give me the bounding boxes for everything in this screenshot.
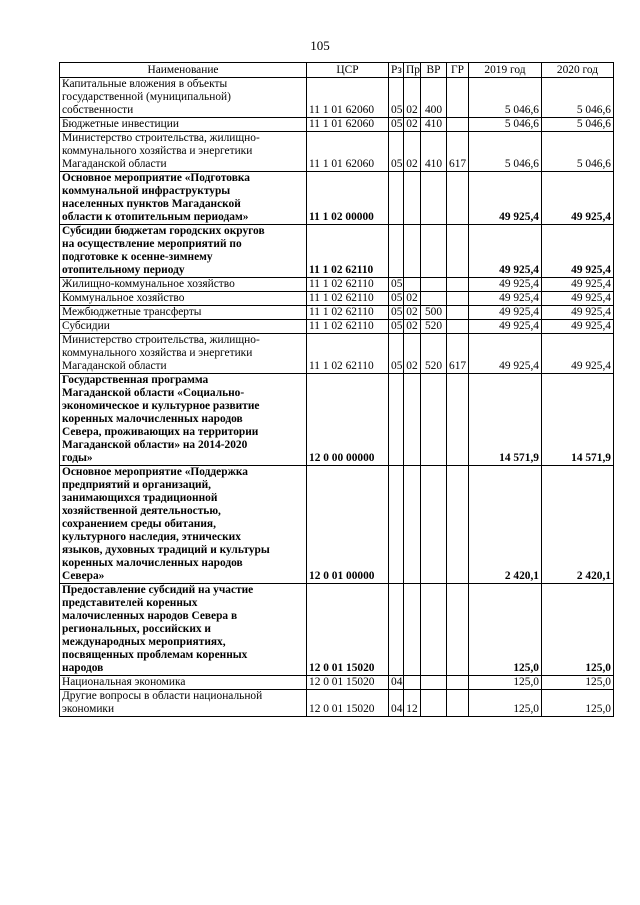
row-2019: 5 046,6 [469,132,542,172]
row-csr: 11 1 01 62060 [307,118,389,132]
row-pr: 02 [404,292,421,306]
row-pr: 02 [404,118,421,132]
row-rz: 05 [389,118,404,132]
row-pr: 12 [404,690,421,717]
row-2020: 14 571,9 [542,374,614,466]
table-row [60,306,614,320]
row-csr: 11 1 01 62060 [307,132,389,172]
row-csr: 11 1 01 62060 [307,78,389,118]
row-2019: 125,0 [469,676,542,690]
row-pr [404,374,421,466]
row-csr: 12 0 01 15020 [307,584,389,676]
row-csr: 11 1 02 62110 [307,292,389,306]
row-pr: 02 [404,320,421,334]
header-2020: 2020 год [542,63,614,78]
row-2020: 5 046,6 [542,118,614,132]
row-vr [421,278,447,292]
page-number: 105 [310,38,330,53]
row-name: Коммунальное хозяйство [60,292,307,306]
row-vr [421,374,447,466]
row-gr: 617 [447,334,469,374]
row-pr [404,225,421,278]
row-name: Основное мероприятие «Поддержка предприятий и организаций, занимающихся традиционной хозяйственной деятельностью, сохранением среды обитания, культурного наследия, этнических языков, духовных традиций и культуры коренных малочисленных народов Севера» [60,466,307,584]
row-pr: 02 [404,334,421,374]
table-row [60,466,614,584]
header-name: Наименование [60,63,307,78]
row-rz: 05 [389,132,404,172]
row-csr: 12 0 01 15020 [307,690,389,717]
row-2019: 2 420,1 [469,466,542,584]
row-2019: 125,0 [469,584,542,676]
row-gr [447,690,469,717]
row-csr: 11 1 02 62110 [307,225,389,278]
row-vr [421,676,447,690]
table-row [60,676,614,690]
row-csr: 12 0 01 15020 [307,676,389,690]
row-2020: 49 925,4 [542,306,614,320]
row-rz [389,374,404,466]
row-name: Предоставление субсидий на участие представителей коренных малочисленных народов Севера в региональных, российских и международных мероприятиях, посвященных проблемам коренных народов [60,584,307,676]
row-rz: 05 [389,78,404,118]
row-name: Национальная экономика [60,676,307,690]
table-row [60,78,614,118]
table-row [60,132,614,172]
table-row [60,225,614,278]
row-rz: 05 [389,278,404,292]
row-2019: 14 571,9 [469,374,542,466]
header-csr: ЦСР [307,63,389,78]
row-name: Жилищно-коммунальное хозяйство [60,278,307,292]
table-row [60,118,614,132]
row-name: Межбюджетные трансферты [60,306,307,320]
row-rz [389,584,404,676]
row-name: Другие вопросы в области национальной экономики [60,690,307,717]
row-gr [447,374,469,466]
row-gr [447,584,469,676]
row-gr [447,78,469,118]
row-pr: 02 [404,78,421,118]
row-name: Министерство строительства, жилищно- коммунального хозяйства и энергетики Магаданской области [60,334,307,374]
row-pr [404,466,421,584]
table-row [60,172,614,225]
row-2020: 5 046,6 [542,132,614,172]
budget-table [59,62,614,717]
row-vr [421,292,447,306]
row-rz: 05 [389,292,404,306]
row-2020: 49 925,4 [542,334,614,374]
row-2019: 49 925,4 [469,320,542,334]
row-rz: 04 [389,676,404,690]
row-gr [447,466,469,584]
row-2020: 2 420,1 [542,466,614,584]
table-row [60,334,614,374]
row-2020: 49 925,4 [542,172,614,225]
row-pr [404,676,421,690]
table-row [60,690,614,717]
row-vr: 520 [421,320,447,334]
row-2019: 49 925,4 [469,334,542,374]
row-2019: 49 925,4 [469,292,542,306]
row-csr: 11 1 02 62110 [307,306,389,320]
row-rz [389,466,404,584]
table-header-row [60,63,614,78]
row-gr [447,320,469,334]
row-csr: 11 1 02 62110 [307,334,389,374]
row-vr [421,584,447,676]
row-2019: 49 925,4 [469,225,542,278]
header-gr: ГР [447,63,469,78]
row-name: Государственная программа Магаданской области «Социально- экономическое и культурное развитие коренных малочисленных народов Севера, проживающих на территории Магаданской области» на 2014-2020 годы» [60,374,307,466]
row-2019: 49 925,4 [469,306,542,320]
header-pr: Пр [404,63,421,78]
row-rz [389,225,404,278]
row-2019: 125,0 [469,690,542,717]
table-row [60,584,614,676]
row-name: Субсидии [60,320,307,334]
row-2020: 49 925,4 [542,320,614,334]
row-gr [447,172,469,225]
table-body [60,78,614,717]
row-2020: 125,0 [542,584,614,676]
row-gr [447,278,469,292]
row-vr: 500 [421,306,447,320]
row-pr [404,278,421,292]
row-vr [421,466,447,584]
row-rz: 05 [389,334,404,374]
row-pr [404,584,421,676]
row-pr: 02 [404,306,421,320]
row-2020: 49 925,4 [542,225,614,278]
row-vr: 410 [421,132,447,172]
row-csr: 11 1 02 62110 [307,320,389,334]
header-vr: ВР [421,63,447,78]
row-gr [447,225,469,278]
row-vr: 410 [421,118,447,132]
row-gr: 617 [447,132,469,172]
row-gr [447,292,469,306]
row-2020: 49 925,4 [542,292,614,306]
table-row [60,278,614,292]
row-2019: 5 046,6 [469,118,542,132]
row-name: Бюджетные инвестиции [60,118,307,132]
row-csr: 12 0 00 00000 [307,374,389,466]
row-vr: 400 [421,78,447,118]
row-rz: 05 [389,320,404,334]
row-name: Субсидии бюджетам городских округов на осуществление мероприятий по подготовке к осенне-зимнему отопительному периоду [60,225,307,278]
row-2019: 5 046,6 [469,78,542,118]
row-vr [421,690,447,717]
row-name: Министерство строительства, жилищно- коммунального хозяйства и энергетики Магаданской области [60,132,307,172]
table-row [60,320,614,334]
row-csr: 11 1 02 00000 [307,172,389,225]
row-csr: 11 1 02 62110 [307,278,389,292]
row-2020: 5 046,6 [542,78,614,118]
row-vr [421,172,447,225]
row-2019: 49 925,4 [469,172,542,225]
row-2020: 49 925,4 [542,278,614,292]
row-vr [421,225,447,278]
row-2019: 49 925,4 [469,278,542,292]
row-2020: 125,0 [542,676,614,690]
table-row [60,374,614,466]
row-gr [447,306,469,320]
table-row [60,292,614,306]
row-gr [447,118,469,132]
row-pr: 02 [404,132,421,172]
row-2020: 125,0 [542,690,614,717]
row-rz: 05 [389,306,404,320]
header-2019: 2019 год [469,63,542,78]
row-gr [447,676,469,690]
row-name: Основное мероприятие «Подготовка коммунальной инфраструктуры населенных пунктов Магаданской области к отопительным периодам» [60,172,307,225]
row-pr [404,172,421,225]
row-name: Капитальные вложения в объекты государственной (муниципальной) собственности [60,78,307,118]
row-rz [389,172,404,225]
row-vr: 520 [421,334,447,374]
row-rz: 04 [389,690,404,717]
header-rz: Рз [389,63,404,78]
row-csr: 12 0 01 00000 [307,466,389,584]
